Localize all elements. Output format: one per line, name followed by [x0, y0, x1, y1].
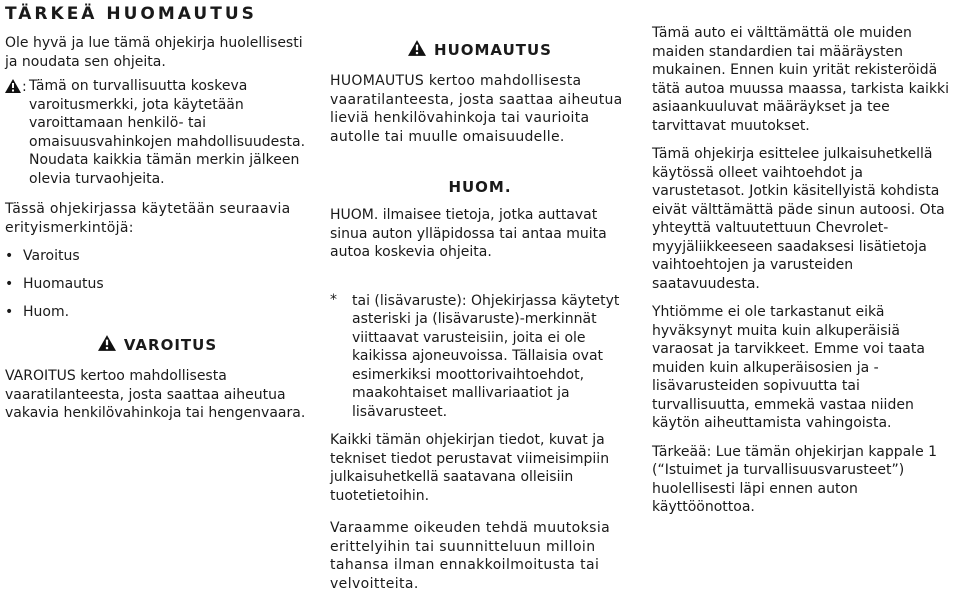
column-right: [652, 0, 955, 527]
page-title: TÄRKEÄ HUOMAUTUS: [5, 4, 257, 24]
warning-triangle-icon: [5, 77, 29, 188]
column-middle: [330, 0, 630, 593]
symbol-explanation: [5, 77, 310, 188]
note-body: HUOM. ilmaisee tietoja, jotka auttavat sinua auton ylläpidossa tai antaa muita autoa koskevia ohjeita.: [330, 207, 607, 260]
caution-notice: [330, 40, 630, 146]
column-left: [5, 0, 310, 423]
important-paragraph: Tärkeää: Lue tämän ohjekirjan kappale 1 (“Istuimet ja turvallisuusvarusteet”) huolellisesti läpi ennen auton käyttöönottoa.: [652, 443, 938, 515]
asterisk-note: [330, 292, 630, 422]
warning-triangle-icon: [408, 40, 426, 60]
warning-triangle-icon: [98, 335, 116, 355]
list-item: • Huomautus: [5, 276, 104, 292]
parts-paragraph: Yhtiömme ei ole tarkastanut eikä hyväksynyt muita kuin alkuperäisiä varaosat ja tarvikkeet. Emme voi taata muiden kuin alkuperäisosien ja -lisävarusteiden sopivuutta tai turvallisuutta, emmekä vastaa niiden käytön aiheuttamista vahingoista.: [652, 304, 925, 431]
note-notice: [330, 178, 630, 262]
caution-body: HUOMAUTUS kertoo mahdollisesta vaaratilanteesta, josta saattaa aiheutua lieviä henkilövahinkoja tai vaurioita autolle tai muulle omaisuudelle.: [330, 73, 623, 145]
markings-lead: Tässä ohjekirjassa käytetään seuraavia erityismerkintöjä:: [5, 201, 291, 236]
warning-heading: VAROITUS: [123, 336, 218, 354]
list-item: • Varoitus: [5, 248, 80, 264]
options-paragraph: Tämä ohjekirja esittelee julkaisuhetkellä käytössä olleet vaihtoehdot ja varustetasot. Jotkin käsitellyistä kohdista eivät välttämättä päde sinun autoosi. Ota yhteyttä valtuutettuun Chevrolet-myyjäliikkeeseen saadaksesi lisätietoja vaihtoehtojen ja varusteiden saatavuudesta.: [652, 146, 945, 292]
markings-list: [5, 247, 310, 321]
info-paragraph: Kaikki tämän ohjekirjan tiedot, kuvat ja tekniset tiedot perustavat viimeisimpiin julkaisuhetkellä saatavana olleisiin tuotetietoihin.: [330, 432, 610, 504]
rights-paragraph: Varaamme oikeuden tehdä muutoksia erittelyihin tai suunnitteluun milloin tahansa ilman ennakkoilmoitusta tai velvoitteita.: [330, 520, 611, 592]
symbol-description: Tämä on turvallisuutta koskeva varoitusmerkki, jota käytetään varoittamaan henkilö- tai omaisuusvahinkojen mahdollisuudesta. Noudata kaikkia tämän merkin jälkeen olevia turvaohjeita.: [29, 78, 306, 187]
list-item: • Huom.: [5, 304, 70, 320]
note-heading: HUOM.: [448, 178, 512, 196]
symbol-colon: :: [22, 79, 27, 95]
asterisk-mark: *: [330, 291, 337, 308]
warning-notice: [5, 335, 310, 423]
caution-heading: HUOMAUTUS: [434, 41, 552, 59]
intro-text: Ole hyvä ja lue tämä ohjekirja huolellisesti ja noudata sen ohjeita.: [5, 35, 303, 70]
standards-paragraph: Tämä auto ei välttämättä ole muiden maiden standardien tai määräysten mukainen. Ennen kuin yrität rekisteröidä tätä autoa muussa maassa, tarkista kaikki asiaankuuluvat määräykset ja tee tarvittavat muutokset.: [652, 25, 950, 134]
asterisk-text: tai (lisävaruste): Ohjekirjassa käytetyt asteriski ja (lisävaruste)-merkinnät viittaavat varusteisiin, joita ei ole kaikissa ajoneuvoissa. Tällaisia ovat esimerkiksi moottorivaihtoehdot, maakohtaiset mallivariaatiot ja lisävarusteet.: [352, 292, 620, 420]
warning-body: VAROITUS kertoo mahdollisesta vaaratilanteesta, josta saattaa aiheutua vakavia henkilövahinkoja tai hengenvaara.: [5, 368, 306, 421]
